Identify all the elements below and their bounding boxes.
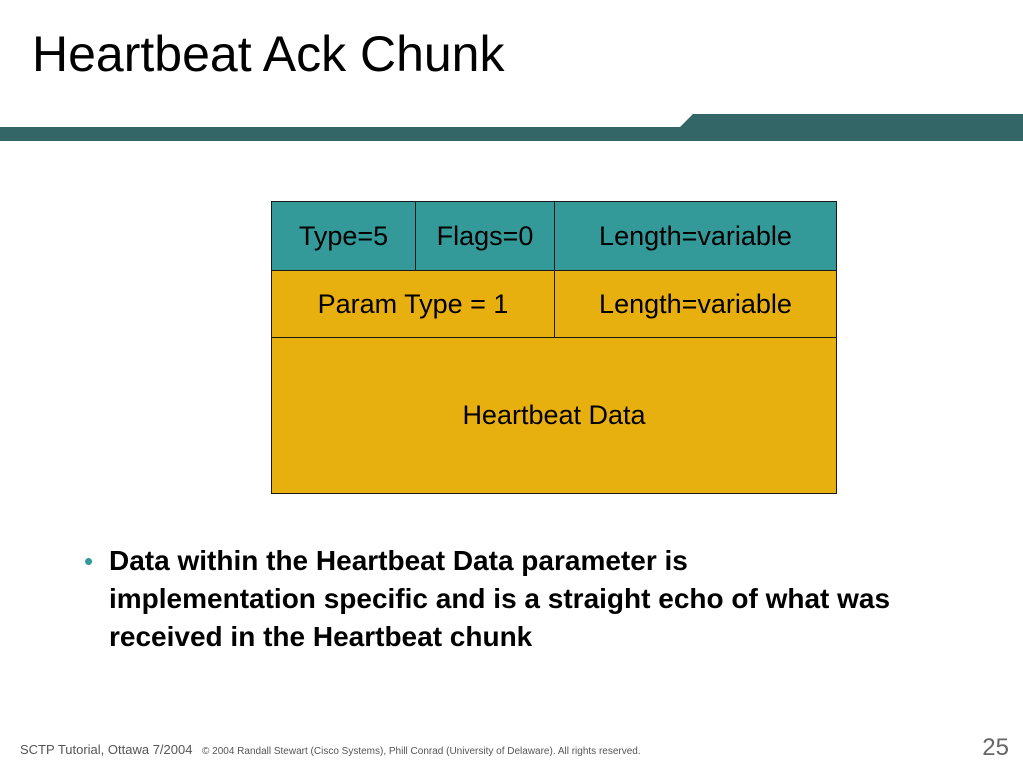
bullet-item: Data within the Heartbeat Data parameter is implementation specific and is a straight echo of what was received in the Heartbeat chunk — [109, 545, 891, 652]
footer-copyright: © 2004 Randall Stewart (Cisco Systems), Phill Conrad (University of Delaware). All rights reserved. — [202, 746, 641, 757]
slide-title: Heartbeat Ack Chunk — [32, 26, 505, 82]
param-length-label: Length=variable — [599, 288, 792, 319]
heartbeat-data-field — [271, 337, 837, 494]
chunk-flags-field — [415, 201, 555, 271]
param-length-field — [554, 270, 837, 338]
param-type-field — [271, 270, 555, 338]
header-band-shape — [0, 114, 1023, 141]
chunk-length-field — [554, 201, 837, 271]
chunk-length-label: Length=variable — [599, 220, 792, 251]
header-band — [0, 112, 1023, 144]
footer-left: SCTP Tutorial, Ottawa 7/2004 — [20, 742, 193, 757]
page-number: 25 — [982, 734, 1009, 761]
heartbeat-data-label: Heartbeat Data — [462, 400, 646, 430]
bullet-dot-icon: • — [84, 546, 94, 576]
chunk-flags-label: Flags=0 — [436, 220, 534, 251]
chunk-type-label: Type=5 — [298, 220, 389, 251]
chunk-type-field — [271, 201, 416, 271]
param-type-label: Param Type = 1 — [317, 288, 509, 319]
